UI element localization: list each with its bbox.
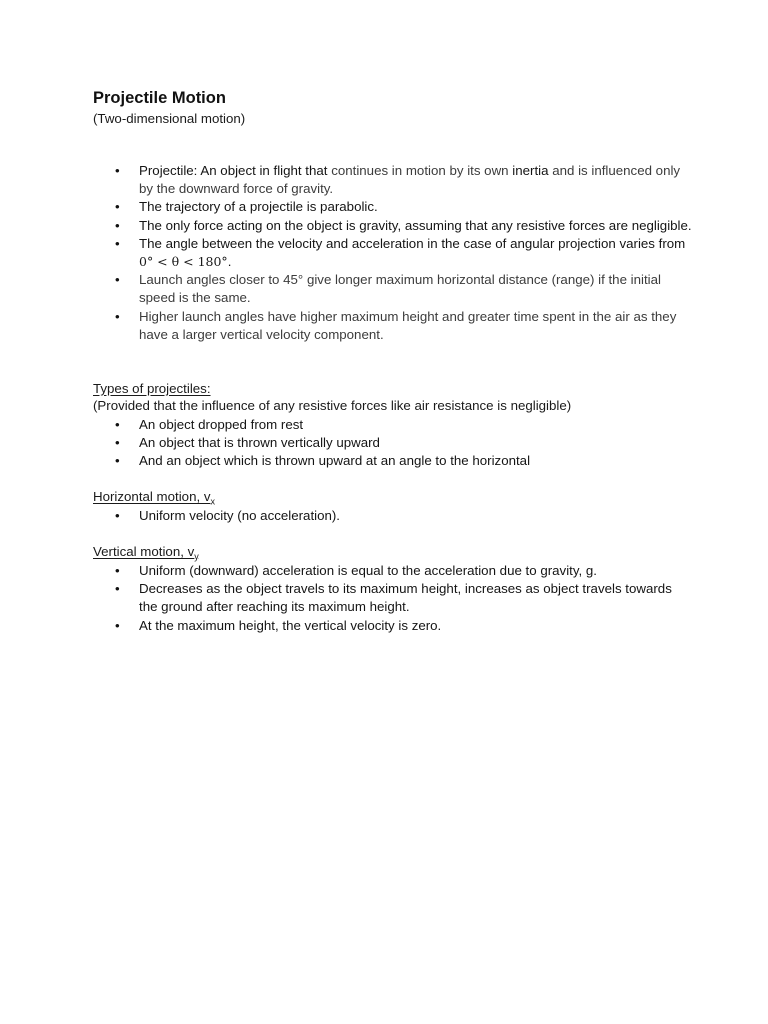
text-run: Launch angles closer to 45° give longer maximum horizontal distance (range) if the initial speed is the same. [139,272,661,306]
vertical-heading-subscript: y [194,551,199,562]
types-list [114,416,694,471]
definition-item [114,198,694,216]
horizontal-heading-subscript: x [210,496,216,507]
text-run: . [227,254,232,270]
definition-item [114,162,694,198]
page-subtitle: (Two-dimensional motion) [93,111,246,126]
text-run: and is influenced only by the downward force of gravity. [139,163,681,197]
types-heading: Types of projectiles: [93,381,211,396]
horizontal-list [114,507,694,525]
definition-item [114,235,694,271]
types-item: • An object dropped from rest [114,416,694,434]
definition-item [114,271,694,307]
vertical-heading [93,543,199,561]
text-run: The only force acting on the object is gravity, assuming that any resistive forces are negligible. [139,217,692,233]
definition-item [114,217,694,235]
angle-range-expression: 0° < θ < 180° [139,254,228,270]
text-run: The trajectory of a projectile is parabolic. [139,199,378,215]
vertical-item: • Decreases as the object travels to its maximum height, increases as object travels towards the ground after reaching its maximum height. [114,580,694,616]
vertical-item: • At the maximum height, the vertical velocity is zero. [114,617,694,635]
definition-item [114,308,694,344]
types-item: • An object that is thrown vertically upward [114,434,694,452]
text-run: Higher launch angles have higher maximum height and greater time spent in the air as they have a larger vertical velocity component. [139,308,677,342]
types-note: (Provided that the influence of any resistive forces like air resistance is negligible) [93,398,572,413]
horizontal-heading [93,488,215,506]
vertical-heading-text: Vertical motion, v [93,544,195,559]
horizontal-heading-text: Horizontal motion, v [93,489,211,504]
text-run: inertia [512,163,549,178]
vertical-list [114,562,694,635]
page-title: Projectile Motion [93,89,226,107]
types-item: • And an object which is thrown upward at an angle to the horizontal [114,452,694,470]
definitions-list [114,162,694,344]
vertical-item: • Uniform (downward) acceleration is equal to the acceleration due to gravity, g. [114,562,694,580]
horizontal-item: • Uniform velocity (no acceleration). [114,507,694,525]
text-run: The angle between the velocity and acceleration in the case of angular projection varies from [139,235,686,251]
text-run: Projectile: An object in flight that [139,163,332,178]
text-run: continues in motion by its own [331,163,513,178]
